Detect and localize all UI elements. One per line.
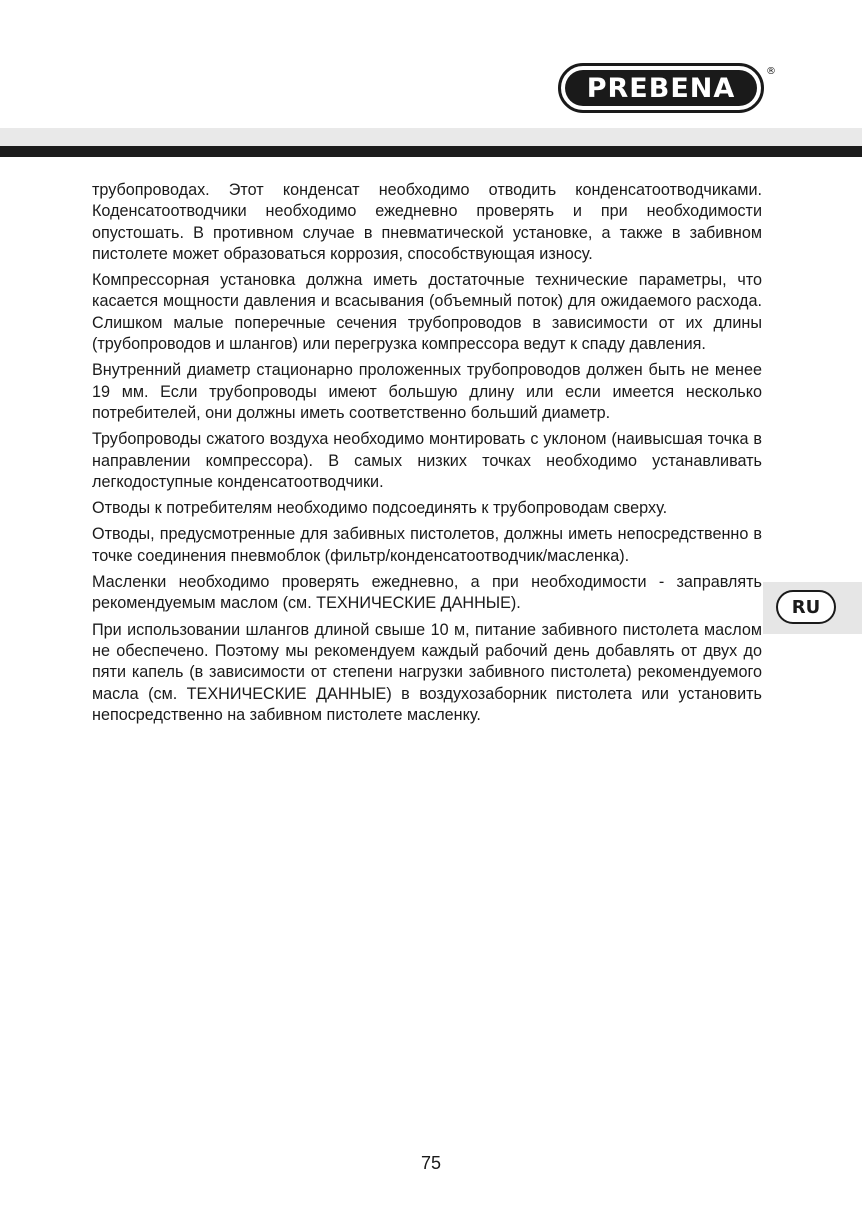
- paragraph-oilers: Масленки необходимо проверять ежедневно, а при необходимости - заправлять рекомендуемым маслом (см. ТЕХНИЧЕСКИЕ ДАННЫЕ).: [92, 573, 762, 613]
- paragraph-hoses: При использовании шлангов длиной свыше 10 м, питание забивного пистолета маслом не обеспечено. Поэтому мы рекомендуем каждый рабочий день добавлять от двух до пяти капель (в зависимости от степени нагрузки забивного пистолета) рекомендуемого масла (см. ТЕХНИЧЕСКИЕ ДАННЫЕ) в воздухозаборник пистолета или установить непосредственно на забивном пистолете масленку.: [92, 620, 762, 724]
- body-text: [92, 180, 762, 731]
- paragraph-pneumatic-unit: Отводы, предусмотренные для забивных пистолетов, должны иметь непосредственно в точке соединения пневмоблок (фильтр/конденсатоотводчик/масленка).: [92, 525, 762, 565]
- paragraph-branches: Отводы к потребителям необходимо подсоединять к трубопроводам сверху.: [92, 499, 668, 518]
- language-badge: RU: [776, 590, 836, 624]
- logo-text: PREBENA: [565, 70, 757, 106]
- page-number: 75: [420, 1153, 442, 1173]
- registered-trademark-mark: ®: [766, 66, 776, 77]
- paragraph-compressor: Компрессорная установка должна иметь достаточные технические параметры, что касается мощности давления и всасывания (объемный поток) для ожидаемого расхода. Слишком малые поперечные сечения трубопроводов в зависимости от их длины (трубопроводов и шлангов) или перегрузка компрессора ведут к спаду давления.: [92, 271, 762, 354]
- paragraph-pipe-slope: Трубопроводы сжатого воздуха необходимо монтировать с уклоном (наивысшая точка в направлении компрессора). В самых низких точках необходимо устанавливать легкодоступные конденсатоотводчики.: [92, 430, 762, 491]
- header-band: [0, 128, 862, 146]
- header-rule: [0, 146, 862, 157]
- paragraph-pipe-diameter: Внутренний диаметр стационарно проложенных трубопроводов должен быть не менее 19 мм. Если трубопроводы имеют большую длину или если имеется несколько потребителей, они должны иметь соответственно больший диаметр.: [92, 361, 762, 422]
- prebena-logo: [558, 63, 764, 113]
- paragraph-condensate: трубопроводах. Этот конденсат необходимо отводить конденсатоотводчиками. Коденсатоотводчики необходимо ежедневно проверять и при необходимости опустошать. В противном случае в пневматической установке, а также в забивном пистолете может образоваться коррозия, способствующая износу.: [92, 181, 762, 263]
